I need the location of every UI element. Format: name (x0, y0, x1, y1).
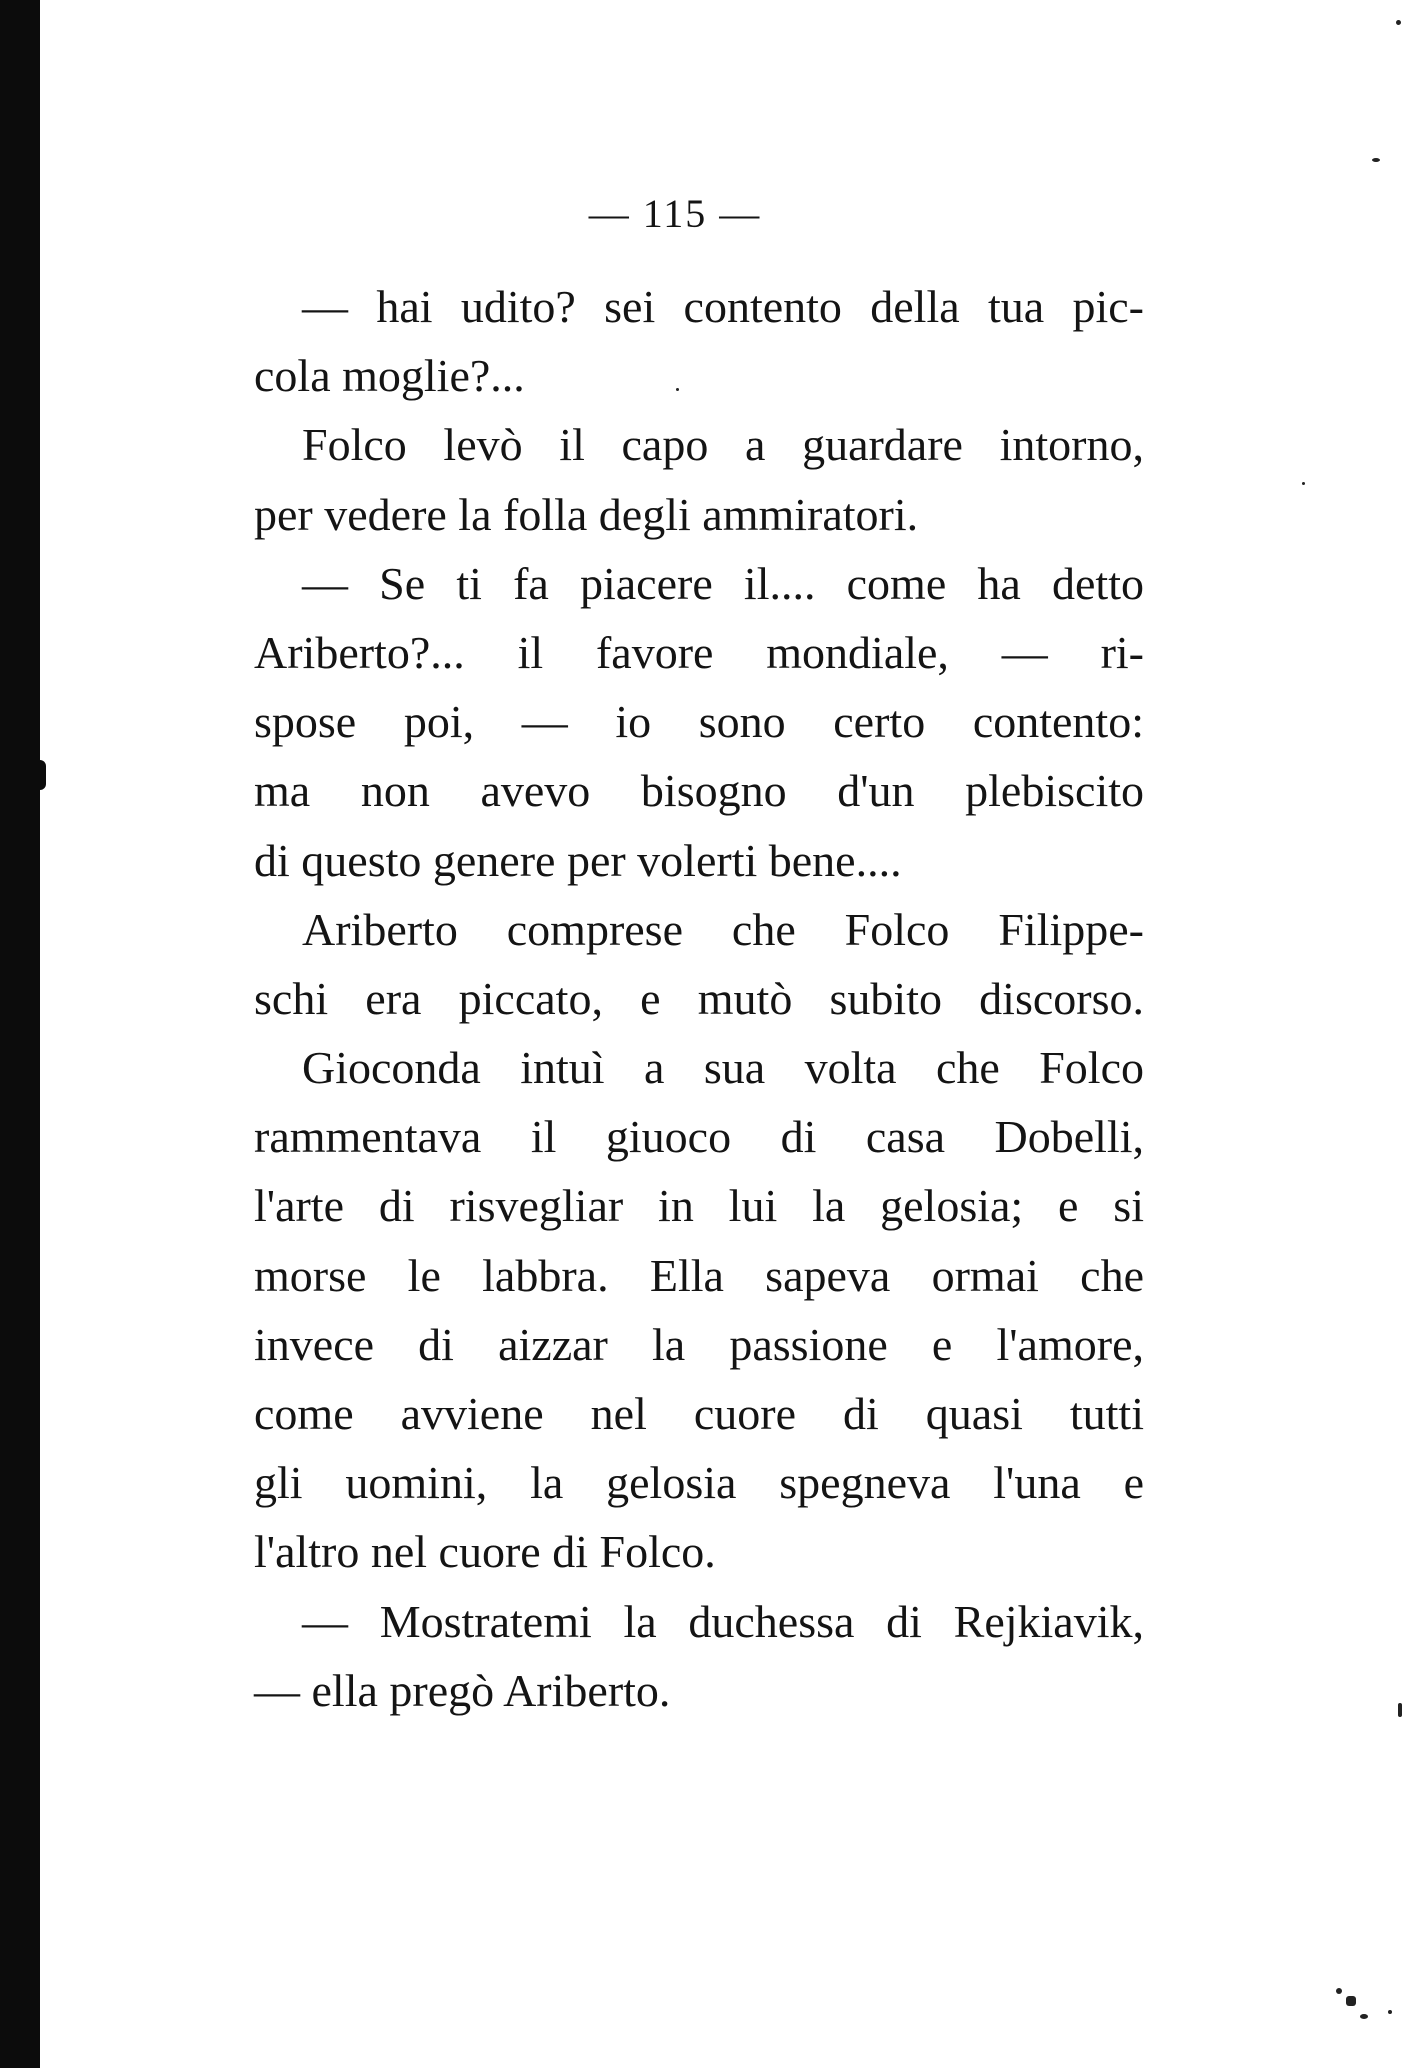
scan-speck (1360, 2014, 1368, 2019)
text-line: cola moglie?... (254, 350, 525, 402)
text-line: — ella pregò Ariberto. (254, 1664, 671, 1716)
body-text (254, 272, 1144, 1725)
scan-speck (1372, 158, 1380, 162)
text-line: ma non avevo bisogno d'un plebiscito (254, 765, 1144, 817)
text-line: di questo genere per volerti bene.... (254, 834, 902, 886)
binding-notch (36, 760, 46, 790)
scan-speck (1398, 1703, 1402, 1717)
text-line: Gioconda intuì a sua volta che Folco (302, 1042, 1144, 1094)
scan-speck (1388, 2010, 1392, 2014)
text-line: per vedere la folla degli ammiratori. (254, 488, 919, 540)
text-line: Ariberto comprese che Folco Filippe- (302, 903, 1144, 955)
text-line: Ariberto?... il favore mondiale, — ri- (254, 626, 1144, 678)
text-line: — hai udito? sei contento della tua pic- (302, 281, 1144, 332)
text-line: gli uomini, la gelosia spegneva l'una e (254, 1457, 1144, 1509)
binding-edge (0, 0, 40, 2068)
text-line: l'altro nel cuore di Folco. (254, 1526, 716, 1578)
scan-speck (1396, 20, 1401, 25)
scan-speck (1302, 482, 1305, 485)
text-line: Folco levò il capo a guardare intorno, (302, 419, 1144, 471)
text-line: morse le labbra. Ella sapeva ormai che (254, 1249, 1144, 1301)
text-line: come avviene nel cuore di quasi tutti (254, 1388, 1144, 1439)
text-line: — Se ti fa piacere il.... come ha detto (302, 557, 1144, 609)
scan-speck (1346, 1996, 1356, 2006)
page-number: — 115 — (588, 191, 762, 236)
scan-speck (1336, 1988, 1342, 1994)
text-line: — Mostratemi la duchessa di Rejkiavik, (302, 1595, 1144, 1647)
text-line: schi era piccato, e mutò subito discorso. (254, 972, 1144, 1024)
text-line: l'arte di risvegliar in lui la gelosia; e si (254, 1180, 1144, 1232)
text-line: invece di aizzar la passione e l'amore, (254, 1318, 1144, 1370)
text-line: rammentava il giuoco di casa Dobelli, (254, 1111, 1144, 1163)
text-line: spose poi, — io sono certo contento: (254, 696, 1144, 748)
